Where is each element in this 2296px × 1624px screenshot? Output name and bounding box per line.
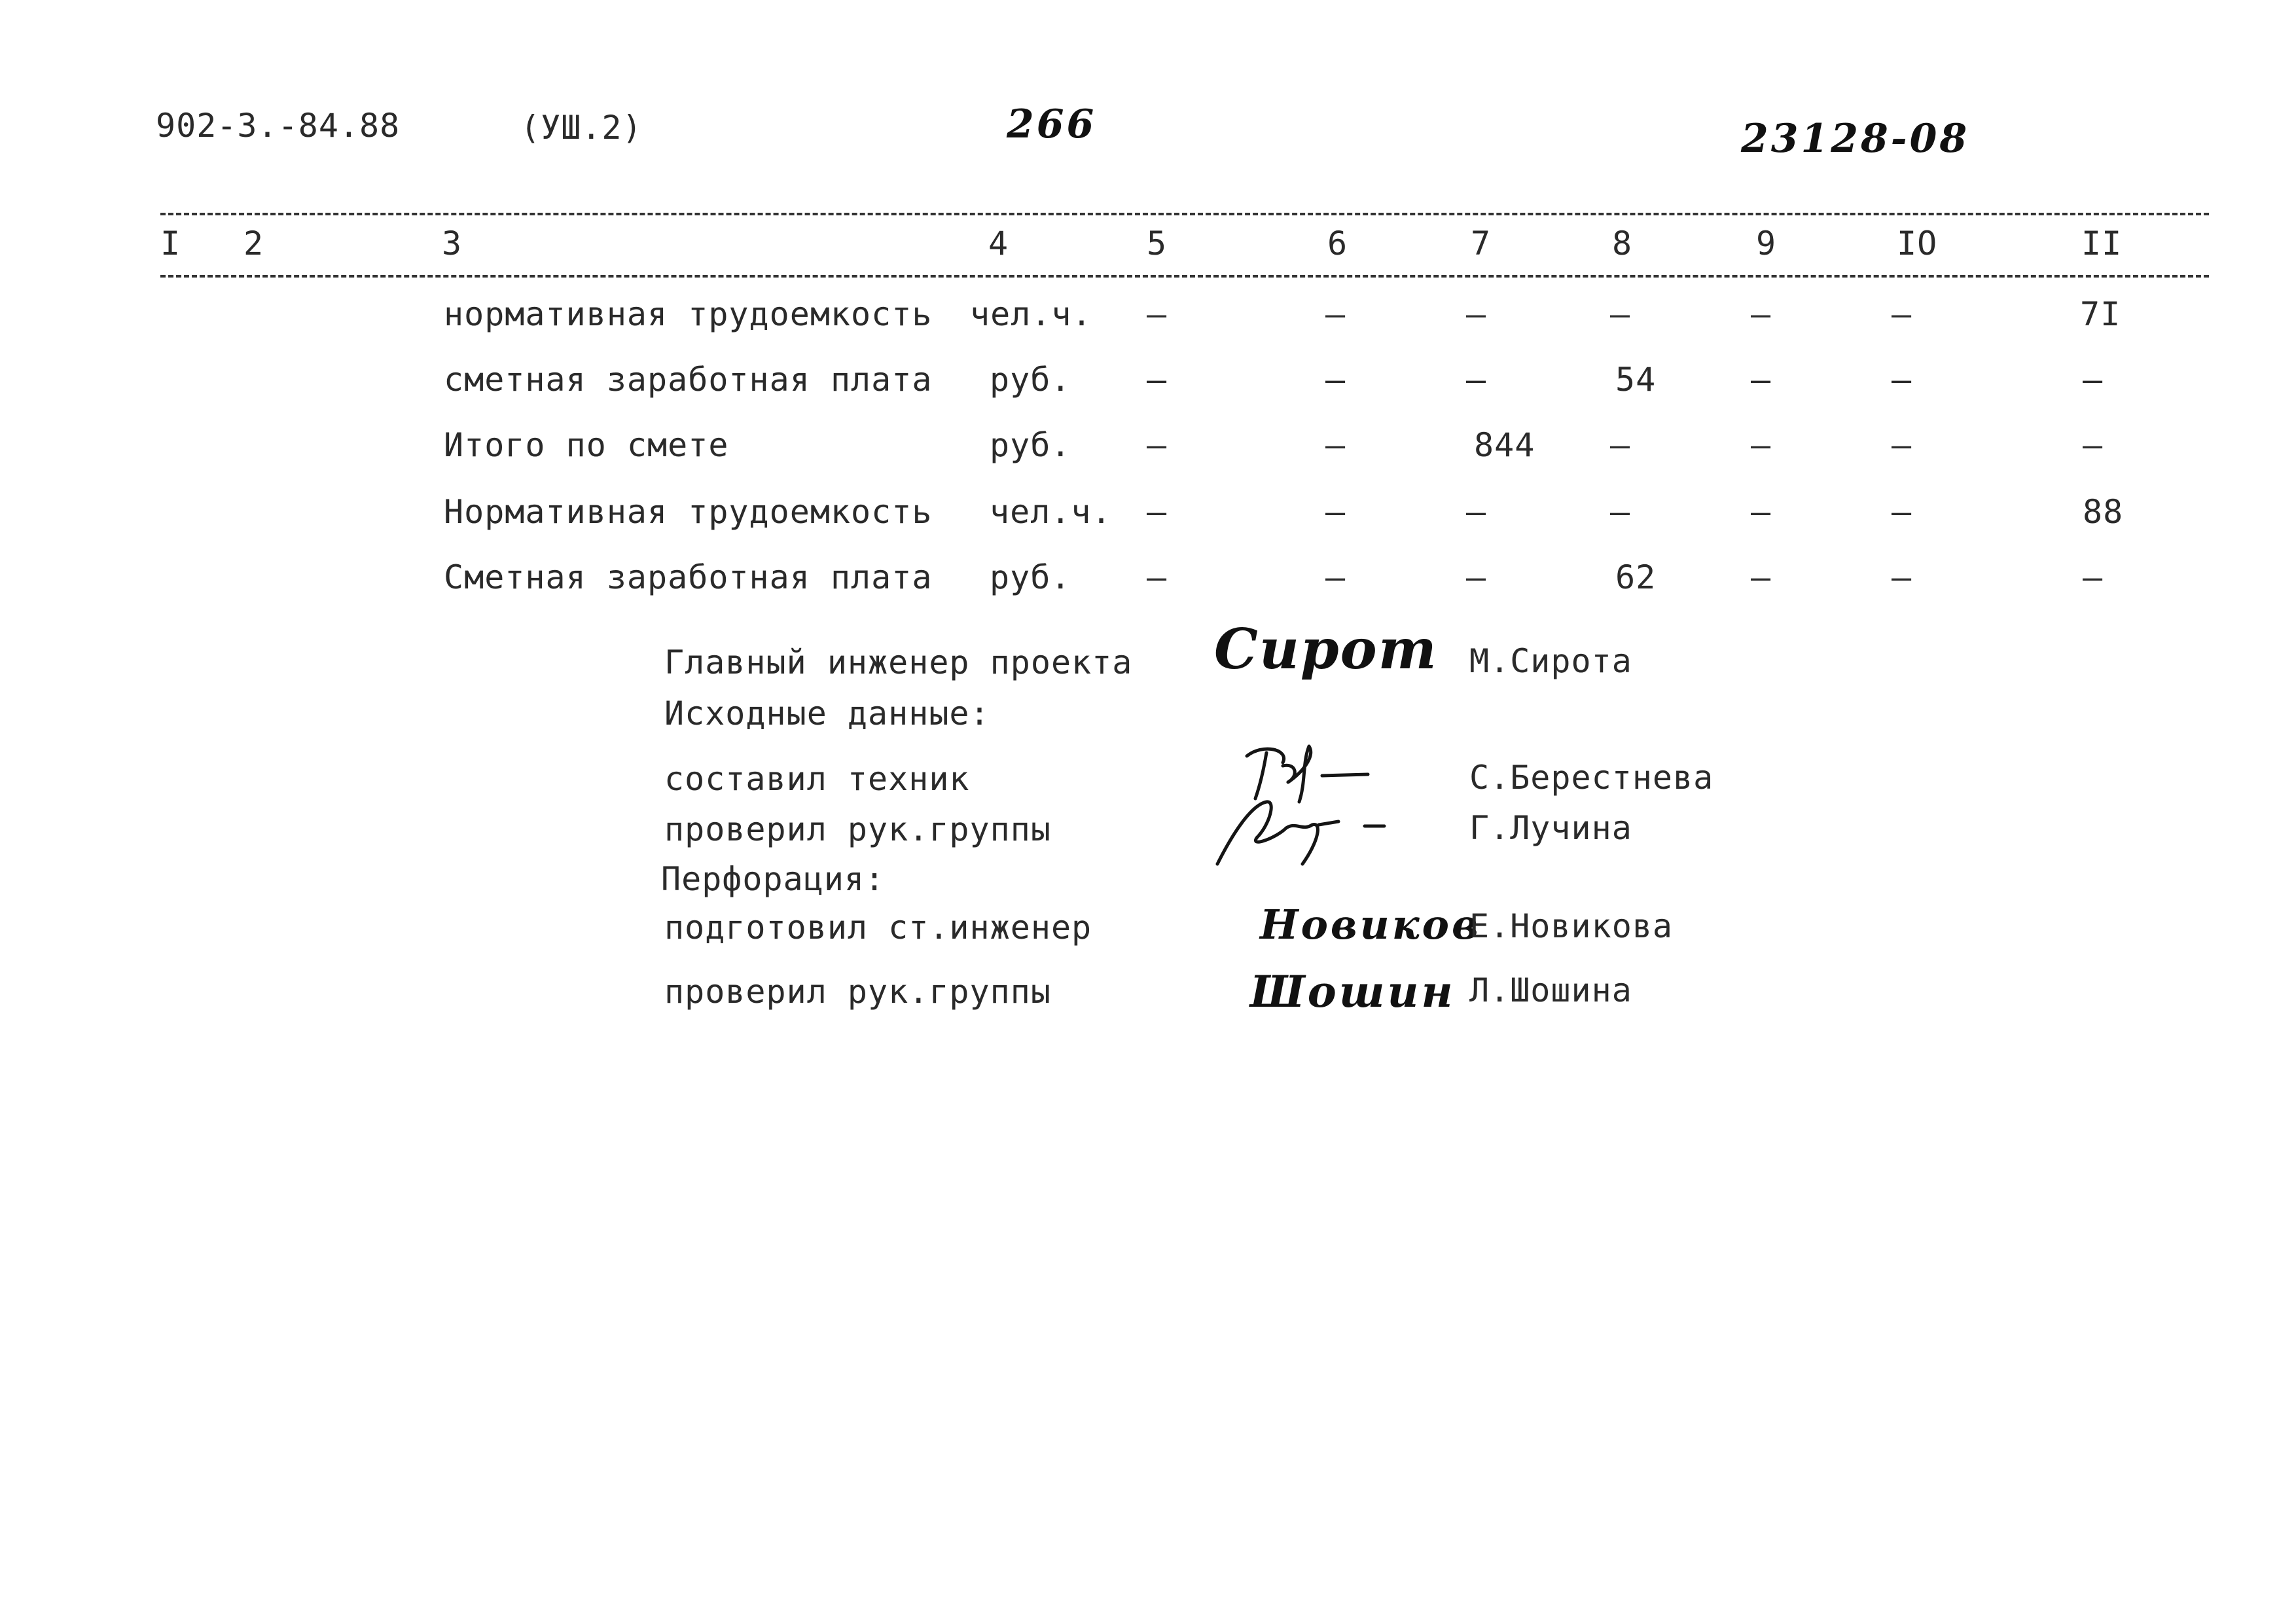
column-header: 2 <box>243 225 264 262</box>
source-data-heading: Исходные данные: <box>664 695 990 732</box>
checked-by-signature-2: Шошин <box>1250 966 1456 1017</box>
checked-by-role: проверил рук.группы <box>664 810 1051 848</box>
prepared-by-name: Е.Новикова <box>1469 907 1674 945</box>
cell-col9: – <box>1751 426 1772 464</box>
cell-col7: – <box>1466 493 1487 531</box>
cell-col9: – <box>1751 361 1772 399</box>
cell-col10: – <box>1892 493 1912 531</box>
cell-col11: 88 <box>2083 493 2124 531</box>
row-name: Сметная заработная плата <box>444 558 933 596</box>
column-header: 8 <box>1612 225 1633 262</box>
prepared-by-signature: Новиков <box>1260 901 1481 948</box>
cell-col7: – <box>1466 558 1487 596</box>
cell-col10: – <box>1892 361 1912 399</box>
column-header: 6 <box>1327 225 1348 262</box>
cell-col11: 7I <box>2080 295 2121 333</box>
chief-engineer-name: М.Сирота <box>1469 642 1632 680</box>
cell-col6: – <box>1325 361 1346 399</box>
checked-by-name: Г.Лучина <box>1469 809 1632 847</box>
document-code: 902-3.-84.88 <box>156 107 401 145</box>
row-unit: руб. <box>990 426 1071 464</box>
row-name: Нормативная трудоемкость <box>444 493 933 531</box>
checked-by-signature <box>1204 792 1401 880</box>
cell-col6: – <box>1325 558 1346 596</box>
cell-col7: – <box>1466 295 1487 333</box>
cell-col7: – <box>1466 361 1487 399</box>
row-name: сметная заработная плата <box>444 361 933 399</box>
header-rule-bottom <box>160 275 2209 278</box>
cell-col5: – <box>1147 295 1168 333</box>
row-unit: чел.ч. <box>970 295 1092 333</box>
column-header: 9 <box>1756 225 1777 262</box>
checked-by-role-2: проверил рук.группы <box>664 973 1051 1011</box>
chief-engineer-role: Главный инженер проекта <box>664 643 1133 681</box>
cell-col8: – <box>1610 493 1631 531</box>
row-unit: руб. <box>990 361 1071 399</box>
cell-col8: 62 <box>1615 558 1657 596</box>
cell-col9: – <box>1751 493 1772 531</box>
cell-col6: – <box>1325 493 1346 531</box>
header-rule-top <box>160 213 2209 215</box>
cell-col5: – <box>1147 361 1168 399</box>
cell-col11: – <box>2083 558 2104 596</box>
cell-col5: – <box>1147 493 1168 531</box>
column-header: 4 <box>988 225 1009 262</box>
section-code: (УШ.2) <box>520 109 643 147</box>
prepared-by-role: подготовил ст.инженер <box>664 909 1092 947</box>
cell-col9: – <box>1751 295 1772 333</box>
cell-col11: – <box>2083 361 2104 399</box>
column-header: 3 <box>442 225 463 262</box>
column-header: 7 <box>1471 225 1492 262</box>
cell-col5: – <box>1147 426 1168 464</box>
cell-col10: – <box>1892 295 1912 333</box>
cell-col8: 54 <box>1615 361 1657 399</box>
row-name: Итого по смете <box>444 426 729 464</box>
perforation-heading: Перфорация: <box>661 860 886 898</box>
cell-col10: – <box>1892 558 1912 596</box>
column-header: I <box>160 225 181 262</box>
row-name: нормативная трудоемкость <box>444 295 933 333</box>
column-header: II <box>2081 225 2123 262</box>
compiled-by-name: С.Берестнева <box>1469 759 1714 797</box>
compiled-by-role: составил техник <box>664 760 970 798</box>
row-unit: руб. <box>990 558 1071 596</box>
column-header: IO <box>1897 225 1938 262</box>
cell-col8: – <box>1610 295 1631 333</box>
cell-col9: – <box>1751 558 1772 596</box>
checked-by-name-2: Л.Шошина <box>1469 971 1632 1009</box>
column-header: 5 <box>1147 225 1168 262</box>
cell-col6: – <box>1325 426 1346 464</box>
cell-col5: – <box>1147 558 1168 596</box>
cell-col6: – <box>1325 295 1346 333</box>
cell-col7: 844 <box>1474 426 1535 464</box>
row-unit: чел.ч. <box>990 493 1112 531</box>
chief-engineer-signature: Сирот <box>1214 617 1438 681</box>
cell-col10: – <box>1892 426 1912 464</box>
archive-number: 23128-08 <box>1741 116 1970 162</box>
page-number: 266 <box>1007 101 1097 147</box>
cell-col11: – <box>2083 426 2104 464</box>
cell-col8: – <box>1610 426 1631 464</box>
